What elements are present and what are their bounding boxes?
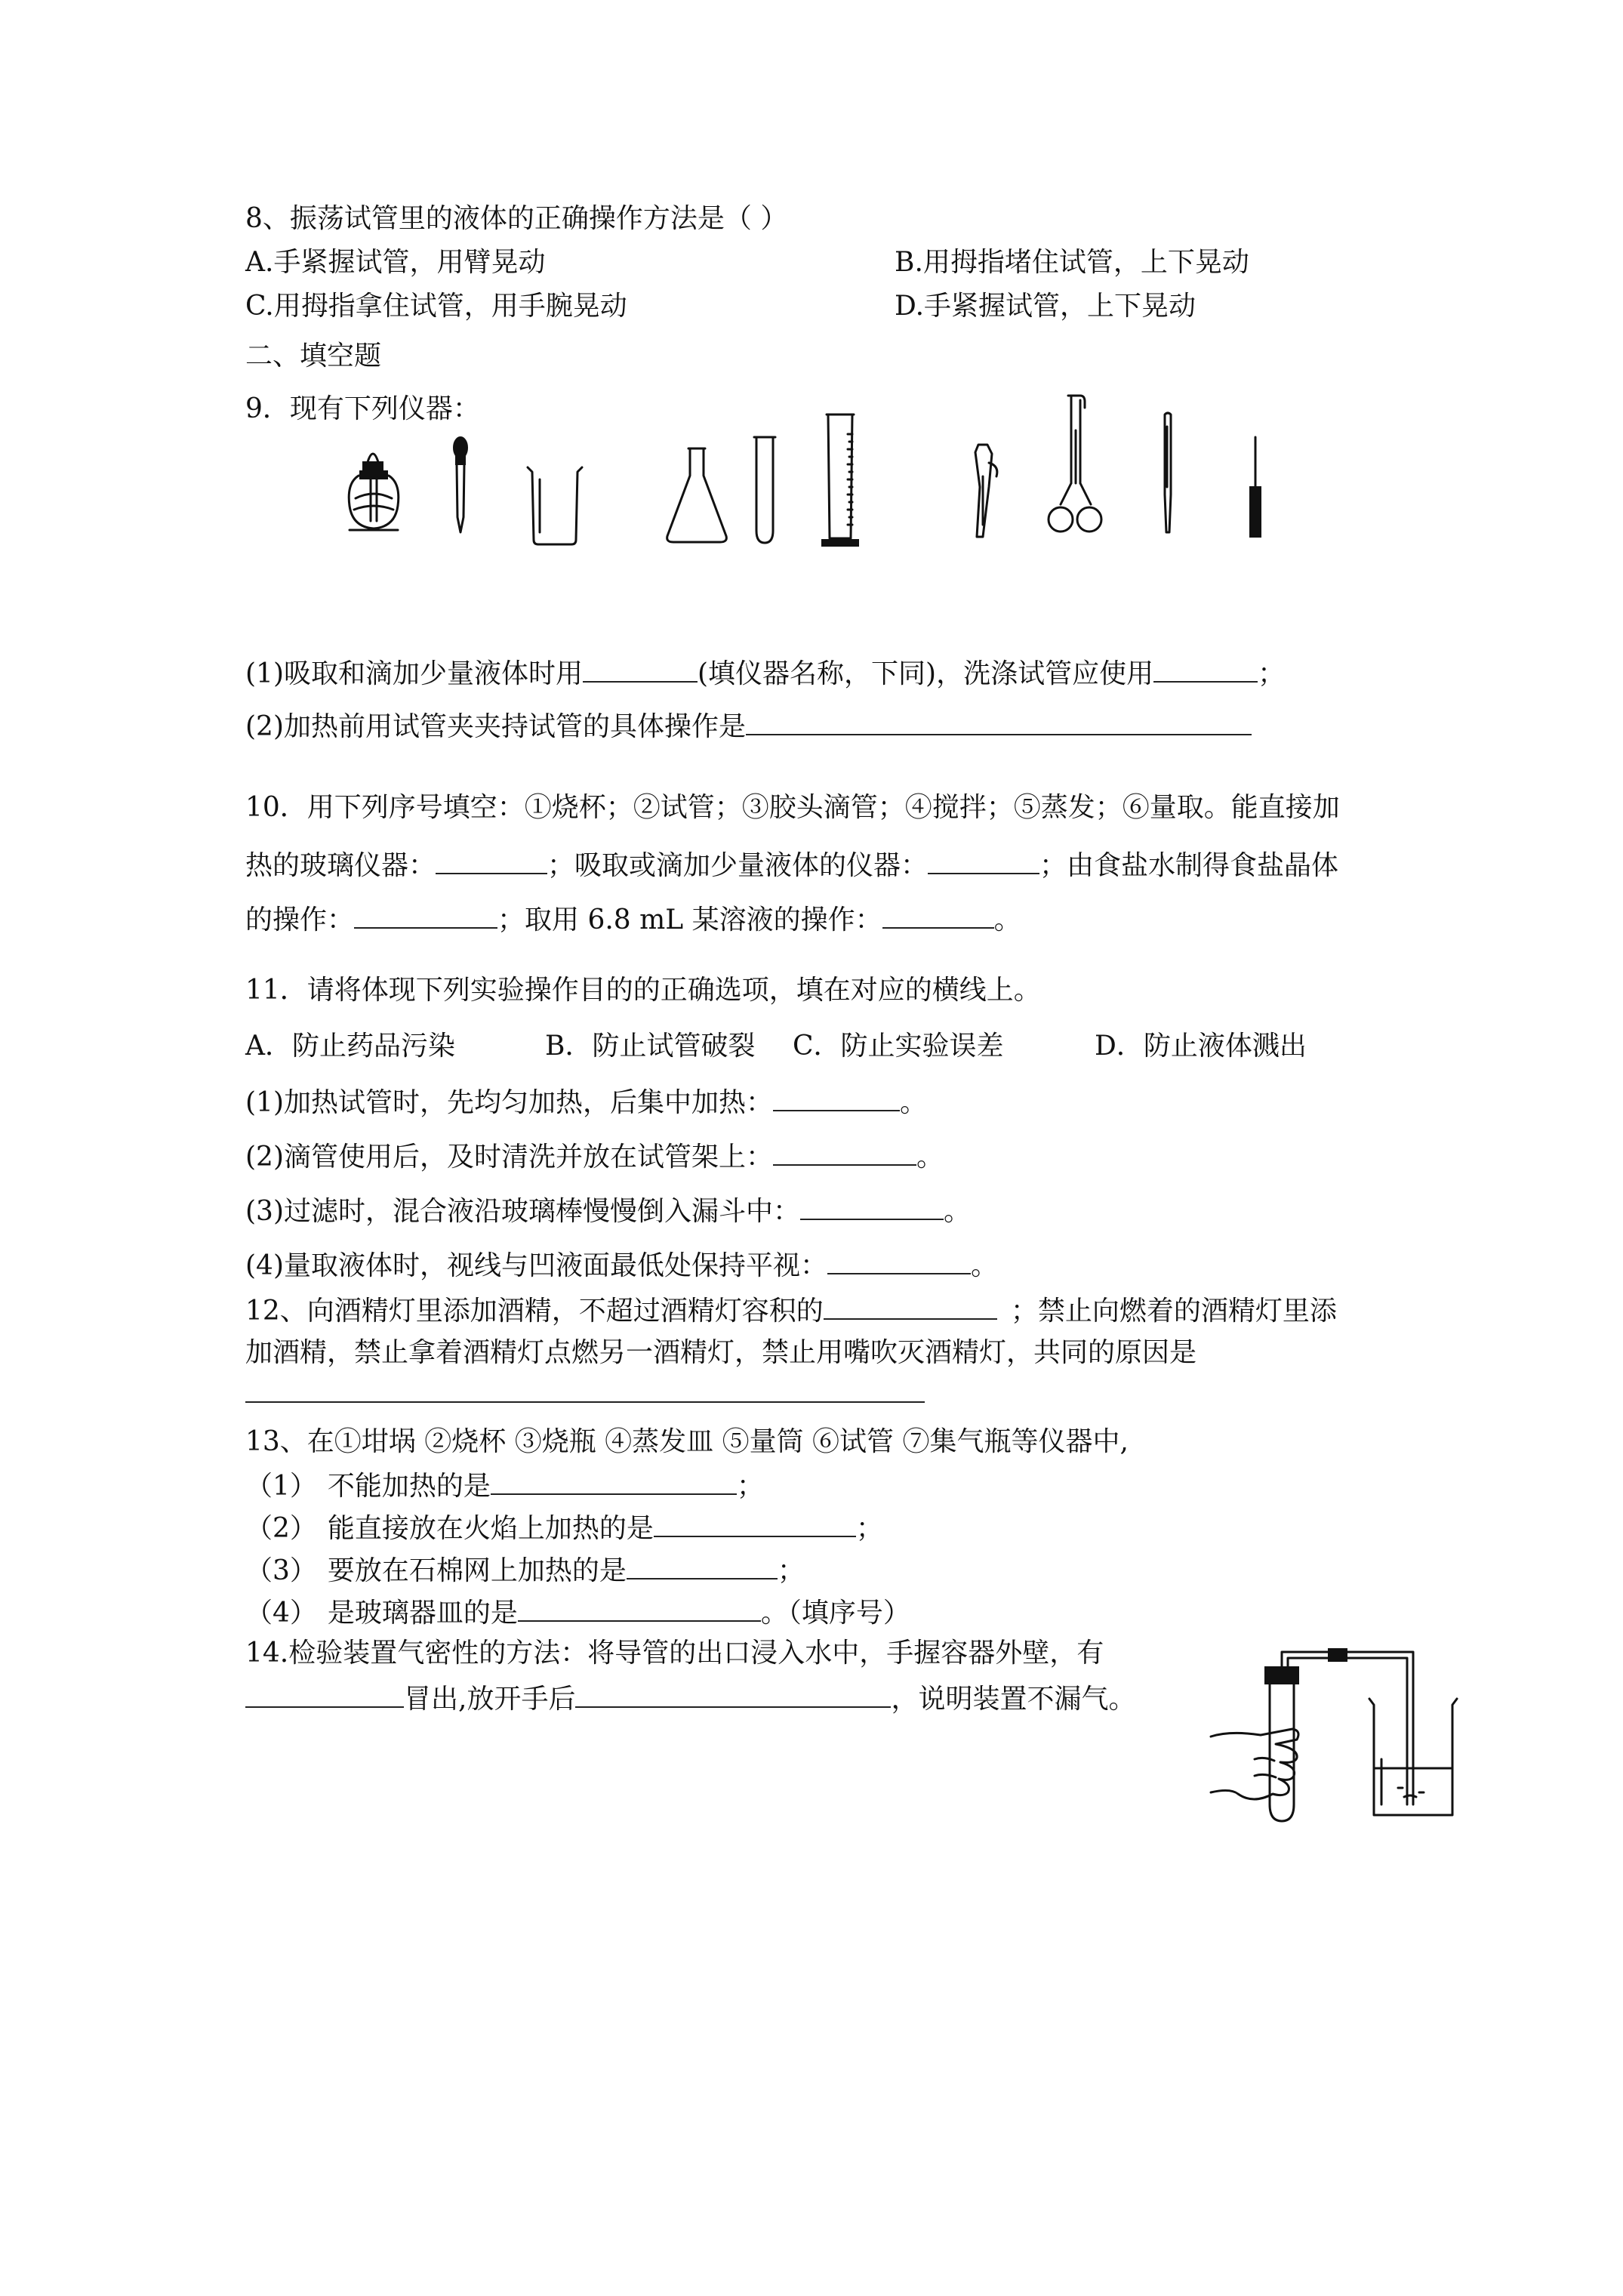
q11-stem: 11．请将体现下列实验操作目的的正确选项，填在对应的横线上。 [245,975,1041,1006]
q13-stem: 13、在①坩埚 ②烧杯 ③烧瓶 ④蒸发皿 ⑤量筒 ⑥试管 ⑦集气瓶等仪器中, [245,1426,1129,1457]
q8-stem: 8、振荡试管里的液体的正确操作方法是（ ） [245,203,788,234]
q13-part-4: （4） 是玻璃器皿的是 。（填序号） [245,1595,910,1630]
q11-blank-1[interactable] [773,1084,900,1111]
section-heading: 二、填空题 [245,341,382,371]
q13-blank-3[interactable] [627,1552,778,1579]
q11-part-1: (1)加热试管时，先均匀加热，后集中加热： 。 [245,1084,927,1120]
q12-blank-1[interactable] [824,1293,997,1320]
q10-line-2: 热的玻璃仪器： ；吸取或滴加少量液体的仪器： ；由食盐水制得食盐晶体 [245,847,1338,883]
q11-option-d: D．防止液体溅出 [1095,1031,1307,1062]
q9-part-1: (1)吸取和滴加少量液体时用 (填仪器名称，下同)，洗涤试管应使用 ； [245,655,1285,691]
q13-part-1: （1） 不能加热的是 ； [245,1468,764,1503]
q12-blank-2[interactable] [245,1379,925,1403]
q9-blank-1[interactable] [583,655,698,683]
q13-part-2: （2） 能直接放在火焰上加热的是 ； [245,1510,883,1546]
q13-blank-4[interactable] [518,1595,761,1622]
q9-part-2: (2)加热前用试管夹夹持试管的具体操作是 [245,708,1252,744]
q11-blank-3[interactable] [800,1193,944,1220]
q11-option-b: B．防止试管破裂 [545,1031,756,1062]
q11-blank-4[interactable] [827,1247,971,1274]
q11-part-2: (2)滴管使用后，及时清洗并放在试管架上： 。 [245,1139,944,1174]
q12-line-2: 加酒精，禁止拿着酒精灯点燃另一酒精灯，禁止用嘴吹灭酒精灯，共同的原因是 [245,1337,1197,1368]
graduated-cylinder-icon [819,411,864,551]
q11-part-4: (4)量取液体时，视线与凹液面最低处保持平视： 。 [245,1247,998,1283]
q14-blank-1[interactable] [245,1681,404,1708]
q8-option-d: D.手紧握试管，上下晃动 [895,291,1196,322]
q10-blank-1[interactable] [436,847,547,874]
q12-line-1: 12、向酒精灯里添加酒精，不超过酒精灯容积的 ；禁止向燃着的酒精灯里添 [245,1293,1337,1328]
q11-part-3: (3)过滤时，混合液沿玻璃棒慢慢倒入漏斗中： 。 [245,1193,971,1228]
q10-blank-4[interactable] [882,901,994,929]
beaker-icon [525,464,585,547]
crucible-tongs-icon [1046,393,1106,551]
q9-stem: 9．现有下列仪器： [245,393,480,424]
q10-line-1: 10．用下列序号填空：①烧杯；②试管；③胶头滴管；④搅拌；⑤蒸发；⑥量取。能直接加 [245,792,1340,823]
q13-blank-1[interactable] [491,1468,737,1495]
q10-blank-3[interactable] [354,901,497,929]
q13-part-3: （3） 要放在石棉网上加热的是 ； [245,1552,805,1588]
q8-option-a: A.手紧握试管，用臂晃动 [245,247,546,278]
dropper-icon [449,434,472,547]
q10-line-3: 的操作： ；取用 6.8 mL 某溶液的操作： 。 [245,901,1021,937]
q11-option-c: C．防止实验误差 [793,1031,1004,1062]
q14-line-2: 冒出,放开手后 ，说明装置不漏气。 [245,1681,1135,1716]
q8-option-b: B.用拇指堵住试管，上下晃动 [895,247,1249,278]
q14-blank-2[interactable] [575,1681,891,1708]
airtightness-apparatus-icon [1208,1646,1472,1827]
q13-blank-2[interactable] [654,1510,856,1537]
q11-blank-2[interactable] [773,1139,916,1166]
test-tube-holder-icon [966,442,1004,544]
q9-blank-3[interactable] [746,708,1252,735]
conical-flask-icon [663,445,731,547]
q8-option-c: C.用拇指拿住试管，用手腕晃动 [245,291,627,322]
q14-line-1: 14.检验装置气密性的方法：将导管的出口浸入水中，手握容器外壁，有 [245,1638,1104,1669]
pipette-icon [1156,411,1179,540]
test-tube-brush-icon [1244,434,1267,544]
q11-option-a: A．防止药品污染 [245,1031,455,1062]
test-tube-icon [750,434,780,547]
q9-blank-2[interactable] [1153,655,1258,683]
q10-blank-2[interactable] [928,847,1039,874]
alcohol-lamp-icon [343,393,404,544]
